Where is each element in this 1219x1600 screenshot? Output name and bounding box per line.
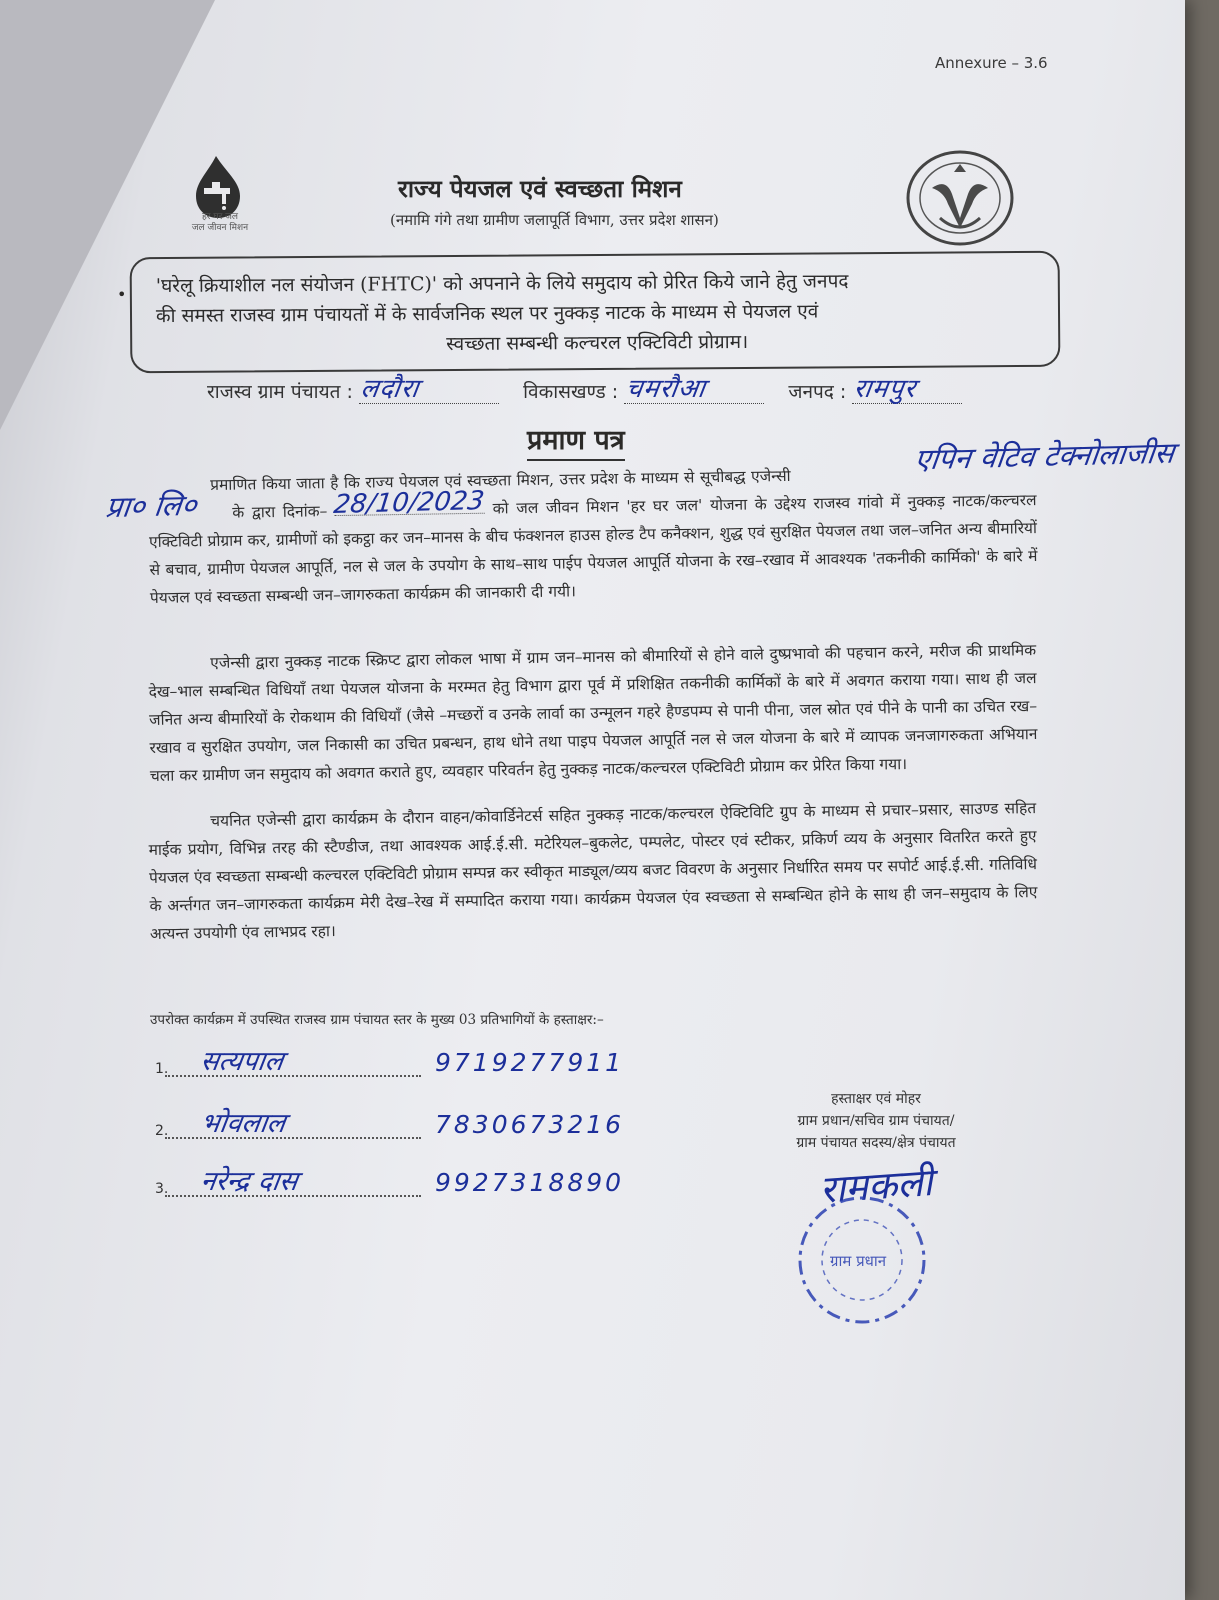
stamp-caption-line: ग्राम प्रधान/सचिव ग्राम पंचायत/ — [797, 1113, 955, 1129]
participant-phone: 7830673216 — [435, 1110, 625, 1139]
annexure-label: Annexure – 3.6 — [935, 54, 1048, 72]
paragraph-3: चयनित एजेन्सी द्वारा कार्यक्रम के दौरान वाहन/कोवार्डिनेटर्स सहित नुक्कड़ नाटक/कल्चरल ऐक्टिविटि ग्रुप के माध्यम से प्रचार–प्रसार, साउण्ड सहित माईक प्रयोग, विभिन्न तरह की स्टैण्डीज, तथा आवश्यक आई.ई.सी. मटेरियल–बुकलेट, पम्पलेट, पोस्टर एवं स्टीकर, प्रकिर्ण व्यय के अनुसार वितरित करते हुए पेयजल एंव स्वच्छता सम्बन्धी कल्चरल एक्टिविटी प्रोग्राम सम्पन्न कर स्वीकृत माड्यूल/व्यय बजट विवरण के अनुसार निर्धारित समय पर सपोर्ट आई.ई.सी. गतिविधि के अर्न्तगत जन–जागरुकता कार्यक्रम मेरी देख–रेख में सम्पादित कराया गया। कार्यक्रम पेयजल एंव स्वच्छता से सम्बन्धित होने के साथ ही जन–समुदाय के लिए अत्यन्त उपयोगी एंव लाभप्रद रहा। — [148, 799, 1038, 943]
agency-gap — [796, 477, 1036, 481]
mission-subtitle: (नमामि गंगे तथा ग्रामीण जलापूर्ति विभाग, उत्तर प्रदेश शासन) — [390, 211, 719, 229]
program-line-2: की समस्त राजस्व ग्राम पंचायतों में के सार्वजनिक स्थल पर नुक्कड़ नाटक के माध्यम से पेयजल एवं — [155, 300, 819, 328]
participant-signature-2 — [155, 1108, 625, 1139]
pradhan-signature: रामकली — [818, 1160, 934, 1212]
mission-title: राज्य पेयजल एवं स्वच्छता मिशन — [398, 174, 682, 203]
participant-phone: 9927318890 — [435, 1168, 625, 1197]
district-value: रामपुर — [851, 374, 919, 404]
signature-dotted-line — [165, 1046, 625, 1077]
participant-name: सत्यपाल — [198, 1046, 286, 1077]
paragraph-2: एजेन्सी द्वारा नुक्कड़ नाटक स्क्रिप्ट द्वारा लोकल भाषा में ग्राम जन–मानस को बीमारियों से होने वाले दुष्प्रभावो की पहचान करने, मरीज की प्राथमिक देख–भाल सम्बन्धित विधियाँ तथा पेयजल योजना के मरम्मत हेतु विभाग द्वारा पूर्व में प्रशिक्षित तकनीकी कार्मिकों के बारे में अवगत कराया गया। साथ ही जल जनित अन्य बीमारियों के रोकथाम की विधियाँ (जैसे –मच्छरों व उनके लार्वा का उन्मूलन गहरे हैण्डपम्प से पानी पीना, जल स्रोत एवं पीने के पानी का उचित रख–रखाव व सुरक्षित उपयोग, जल निकासी का उचित प्रबन्धन, हाथ धोने तथा पाइप पेयजल आपूर्ति नल से जल योजना के बारे में व्यापक जनजागरुकता अभियान चला कर ग्रामीण जन समुदाय को अवगत कराते हुए, व्यवहार परिवर्तन हेतु नुक्कड़ नाटक/कल्चरल एक्टिविटी प्रोग्राम कर प्रेरित किया गया। — [148, 641, 1038, 785]
agency-gap-2 — [149, 518, 225, 519]
gram-panchayat-field — [358, 374, 499, 404]
participant-signature-1 — [155, 1046, 625, 1077]
bullet-dot-icon: • — [117, 285, 127, 304]
participant-number: 2. — [155, 1123, 169, 1139]
agency-suffix-handwritten: प्रा० लि० — [103, 487, 199, 525]
up-state-emblem-icon — [902, 148, 1018, 248]
program-line-1: 'घरेलू क्रियाशील नल संयोजन (FHTC)' को अपनाने के लिये समुदाय को प्रेरित किये जाने हेतु जनपद — [155, 270, 849, 298]
program-title-box — [130, 251, 1061, 373]
participant-name: भोवलाल — [198, 1108, 288, 1139]
participant-number: 3. — [155, 1181, 169, 1197]
stamp-caption-line: ग्राम पंचायत सदस्य/क्षेत्र पंचायत — [796, 1135, 956, 1151]
district-field — [851, 374, 962, 404]
logo-left-caption — [170, 212, 270, 234]
paragraph-1 — [148, 458, 1038, 612]
block-label: विकासखण्ड : — [523, 381, 619, 403]
certificate-title: प्रमाण पत्र — [527, 420, 625, 461]
participant-phone: 9719277911 — [435, 1048, 625, 1077]
stamp-caption — [746, 1088, 1006, 1154]
location-row — [207, 374, 1037, 404]
pradhan-seal-icon — [790, 1150, 1010, 1350]
logo-caption-line: हर घर जल — [202, 212, 238, 222]
paragraph-1-part-c: को जल जीवन मिशन 'हर घर जल' योजना के उद्देश्य राजस्व गांवो में नुक्कड़ नाटक/कल्चरल एक्टिविटी प्रोग्राम कर, ग्रामीणों को इकट्ठा कर जन–मानस के बीच फंक्शनल हाउस होल्ड टैप कनैक्शन, शुद्ध एवं सुरक्षित पेयजल तथा जल–जनित अन्य बीमारियों से बचाव, ग्रामीण पेयजल आपूर्ति, नल से जल के उपयोग के साथ–साथ पाईप पेयजल आपूर्ति योजना के रख–रखाव में आवश्यक 'तकनीकी कार्मिको' के बारे में पेयजल एवं स्वच्छता सम्बन्धी जन–जागरुकता कार्यक्रम की जानकारी दी गयी। — [148, 491, 1038, 607]
block-field — [623, 374, 764, 404]
participant-number: 1. — [155, 1061, 169, 1077]
participant-signature-3 — [155, 1166, 625, 1197]
paragraph-1-part-b: के द्वारा दिनांक– — [232, 502, 328, 522]
program-line-3: स्वच्छता सम्बन्धी कल्चरल एक्टिविटी प्रोग्राम। — [446, 330, 749, 356]
program-date-handwritten: 28/10/2023 — [332, 486, 486, 520]
date-field — [335, 513, 485, 516]
participant-name: नरेन्द्र दास — [198, 1166, 300, 1197]
agency-name-handwritten: एपिन वेटिव टेक्नोलाजीस — [912, 435, 1177, 477]
signature-dotted-line — [165, 1166, 625, 1197]
paragraph-1-part-a: प्रमाणित किया जाता है कि राज्य पेयजल एवं स्वच्छता मिशन, उत्तर प्रदेश के माध्यम से सूचीबद्ध एजेन्सी — [210, 466, 791, 495]
signature-dotted-line — [165, 1108, 625, 1139]
block-value: चमरौआ — [623, 374, 709, 404]
gram-panchayat-label: राजस्व ग्राम पंचायत : — [207, 381, 353, 403]
district-label: जनपद : — [788, 381, 847, 403]
signatures-intro: उपरोक्त कार्यक्रम में उपस्थित राजस्व ग्राम पंचायत स्तर के मुख्य 03 प्रतिभागियों के हस्ताक्षर:– — [150, 1012, 604, 1028]
stamp-caption-line: हस्ताक्षर एवं मोहर — [831, 1091, 921, 1107]
gram-panchayat-value: लदौरा — [358, 374, 422, 404]
logo-caption-line: जल जीवन मिशन — [191, 223, 249, 233]
seal-text: ग्राम प्रधान — [830, 1252, 887, 1270]
